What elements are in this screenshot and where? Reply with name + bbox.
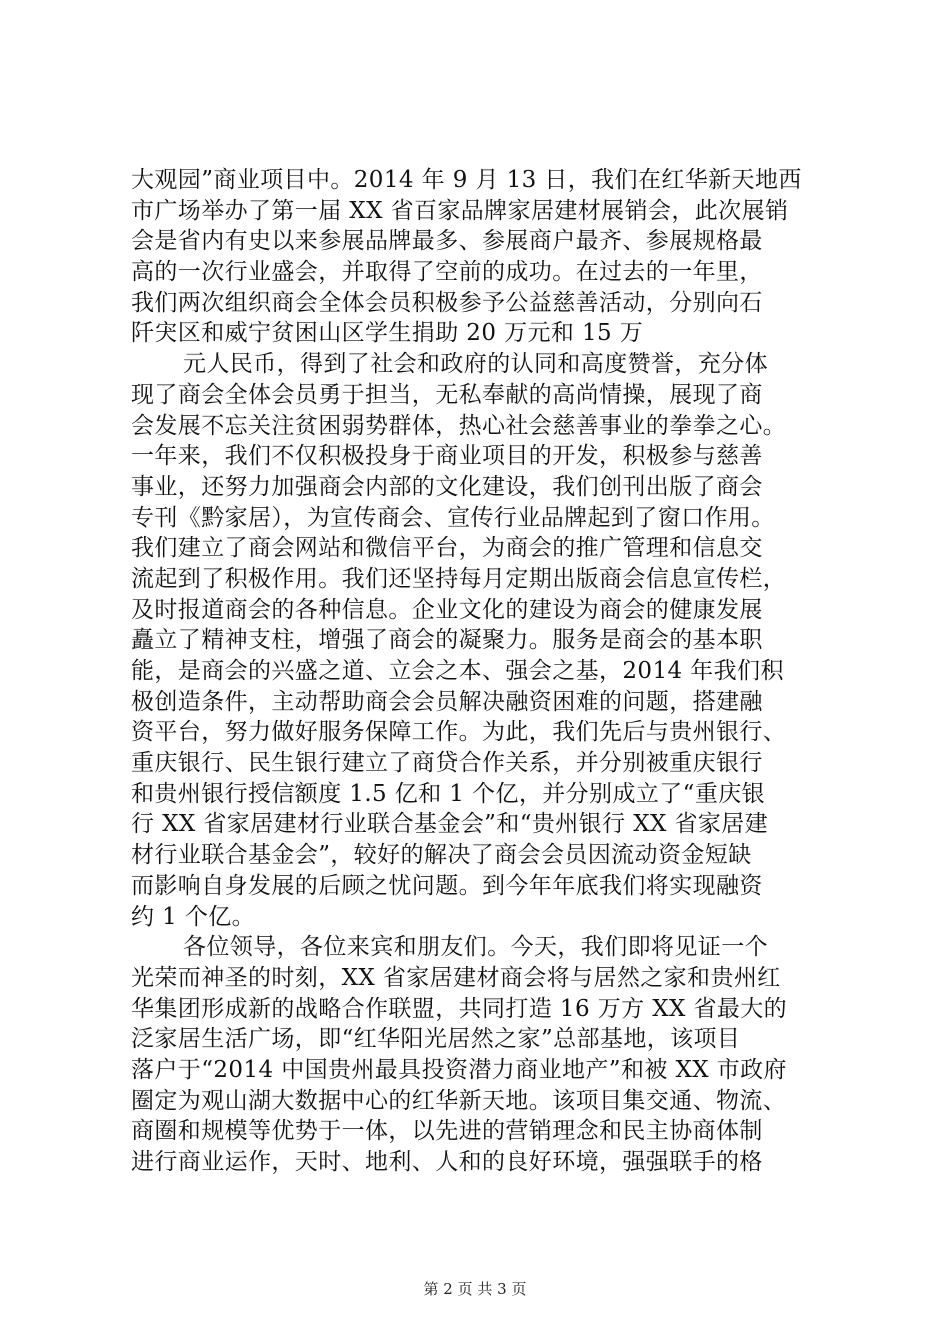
text-line: 我们两次组织商会全体会员积极参予公益慈善活动，分别向石 bbox=[131, 289, 763, 316]
text-line: 矗立了精神支柱，增强了商会的凝聚力。服务是商会的基本职 bbox=[131, 627, 763, 654]
text-line: 各位领导，各位来宾和朋友们。今天，我们即将见证一个 bbox=[183, 934, 768, 961]
text-line: 阡宊区和威宁贫困山区学生捐助 20 万元和 15 万 bbox=[131, 320, 644, 347]
page-footer: 第 2 页 共 3 页 bbox=[423, 1280, 527, 1298]
text-line: 事业，还努力加强商会内部的文化建设，我们创刊出版了商会 bbox=[131, 473, 763, 500]
text-line: 行 XX 省家居建材行业联合基金会”和“贵州银行 XX 省家居建 bbox=[131, 811, 769, 838]
text-line: 流起到了积极作用。我们还坚持每月定期出版商会信息宣传栏， bbox=[131, 565, 787, 592]
text-line: 泛家居生活广场，即“红华阳光居然之家”总部基地，该项目 bbox=[131, 1026, 741, 1053]
text-line: 能，是商会的兴盛之道、立会之本、强会之基，2014 年我们积 bbox=[131, 658, 784, 684]
text-line: 进行商业运作，天时、地利、人和的良好环境，强强联手的格 bbox=[131, 1149, 763, 1175]
text-line: 重庆银行、民生银行建立了商贷合作关系，并分别被重庆银行 bbox=[131, 750, 763, 777]
text-line: 专刊《黔家居），为宣传商会、宣传行业品牌起到了窗口作用。 bbox=[131, 504, 775, 531]
text-line: 材行业联合基金会”，较好的解决了商会会员因流动资金短缺 bbox=[131, 842, 752, 869]
text-line: 资平台，努力做好服务保障工作。为此，我们先后与贵州银行、 bbox=[131, 719, 787, 746]
text-line: 一年来，我们不仅积极投身于商业项目的开发，积极参与慈善 bbox=[131, 443, 763, 470]
text-line: 商圈和规模等优势于一体，以先进的营销理念和民主协商体制 bbox=[131, 1118, 763, 1145]
body-text bbox=[131, 165, 831, 1178]
text-line: 会发展不忘关注贫困弱势群体，热心社会慈善事业的拳拳之心。 bbox=[131, 412, 787, 439]
text-line: 高的一次行业盛会，并取得了空前的成功。在过去的一年里， bbox=[131, 259, 763, 286]
text-line: 和贵州银行授信额度 1.5 亿和 1 个亿，并分别成立了“重庆银 bbox=[131, 780, 766, 807]
text-line: 而影响自身发展的后顾之忧问题。到今年年底我们将实现融资 bbox=[131, 872, 763, 899]
text-line: 市广场举办了第一届 XX 省百家品牌家居建材展销会，此次展销 bbox=[131, 197, 789, 224]
text-line: 现了商会全体会员勇于担当，无私奉献的高尚情操，展现了商 bbox=[131, 381, 763, 408]
text-line: 及时报道商会的各种信息。企业文化的建设为商会的健康发展 bbox=[131, 596, 763, 623]
text-line: 大观园”商业项目中。2014 年 9 月 13 日，我们在红华新天地西 bbox=[131, 167, 802, 193]
text-line: 会是省内有史以来参展品牌最多、参展商户最齐、参展规格最 bbox=[131, 228, 763, 255]
text-line: 约 1 个亿。 bbox=[131, 903, 256, 930]
text-line: 圈定为观山湖大数据中心的红华新天地。该项目集交通、物流、 bbox=[131, 1087, 787, 1114]
text-line: 元人民币，得到了社会和政府的认同和高度赞誉，充分体 bbox=[183, 351, 768, 378]
text-line: 光荣而神圣的时刻，XX 省家居建材商会将与居然之家和贵州红 bbox=[131, 964, 781, 991]
text-line: 我们建立了商会网站和微信平台，为商会的推广管理和信息交 bbox=[131, 535, 763, 562]
text-line: 极创造条件，主动帮助商会会员解决融资困难的问题，搭建融 bbox=[131, 688, 763, 715]
text-line: 落户于“2014 中国贵州最具投资潜力商业地产”和被 XX 市政府 bbox=[131, 1056, 787, 1083]
text-line: 华集团形成新的战略合作联盟，共同打造 16 万方 XX 省最大的 bbox=[131, 995, 788, 1022]
